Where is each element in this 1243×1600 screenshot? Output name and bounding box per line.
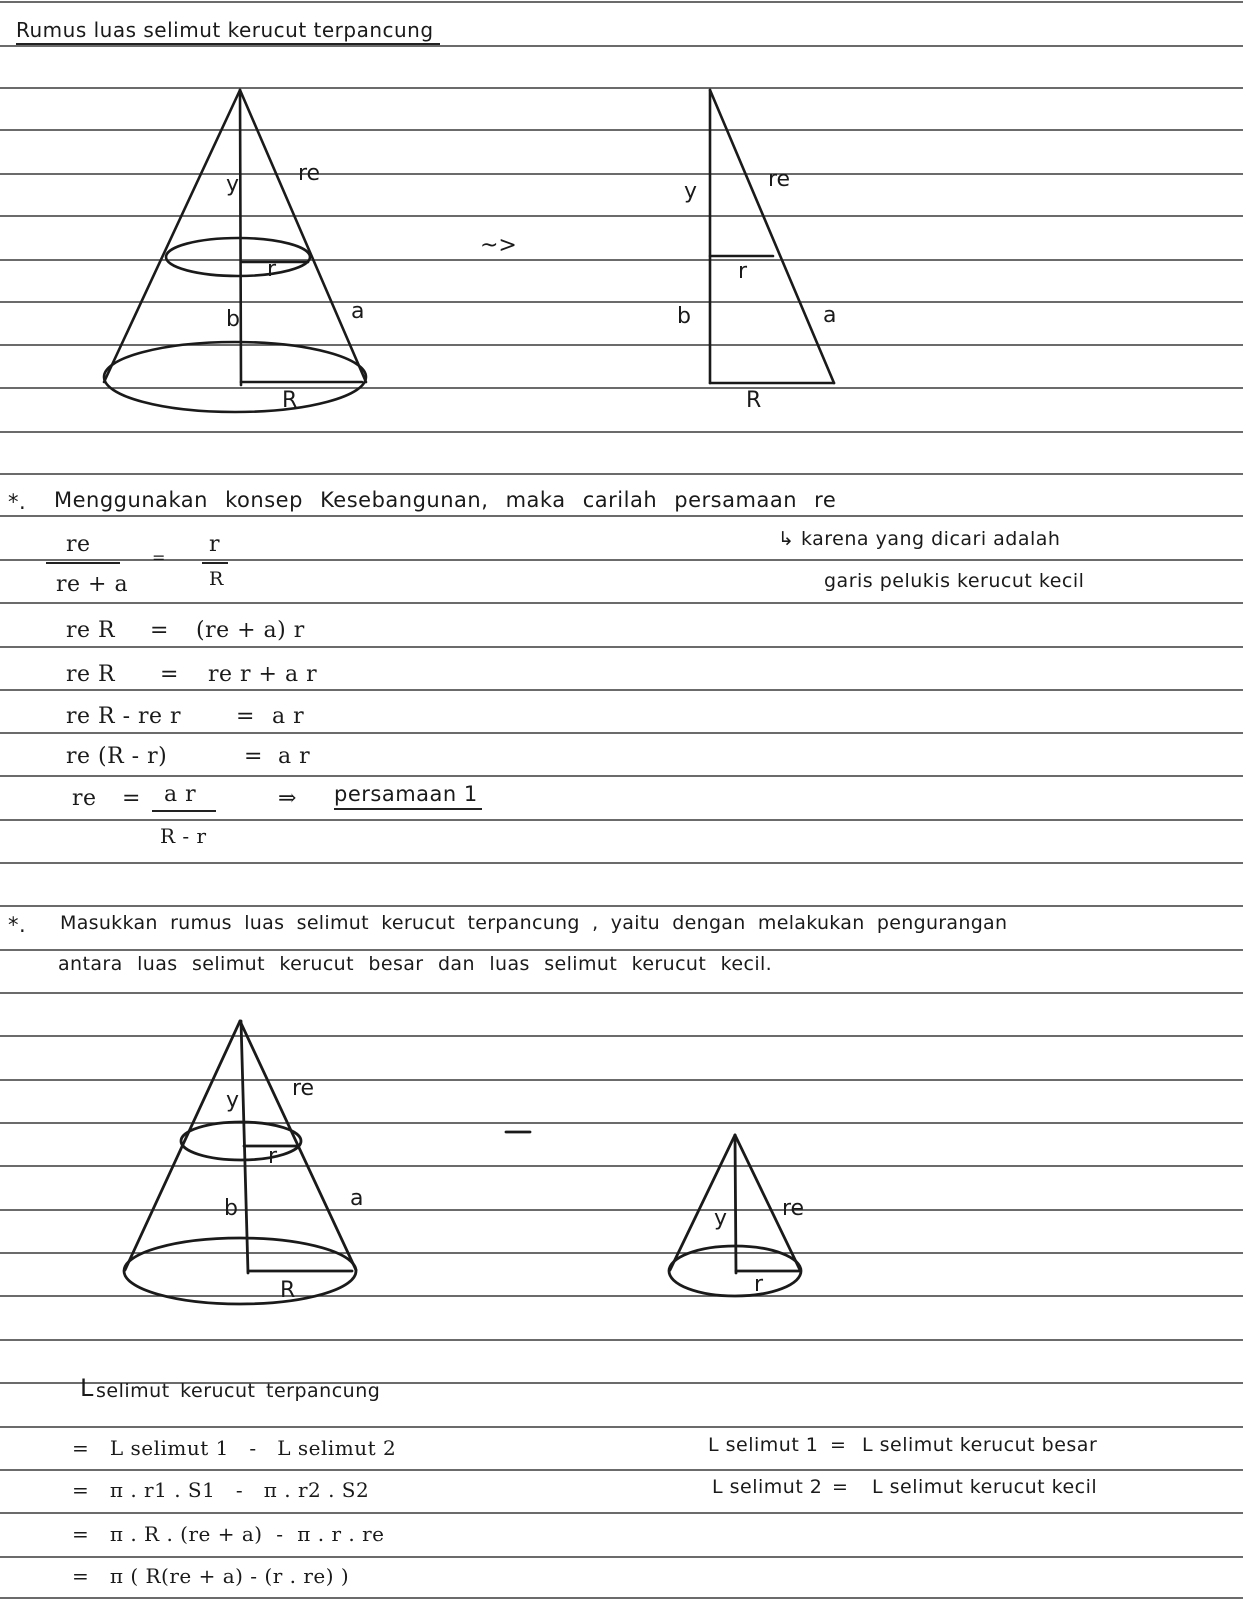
fig1-label-R: R	[282, 388, 298, 413]
fig2-small-label-y: y	[714, 1206, 728, 1231]
derivation-3-rhs: a r	[272, 704, 305, 729]
step2-bullet: *.	[8, 913, 27, 937]
big-cone-top-ellipse	[181, 1122, 301, 1160]
fig2-big-label-a: a	[350, 1186, 364, 1211]
fig1-label-y: y	[226, 172, 240, 197]
figure-subtraction	[0, 1015, 1243, 1345]
derivation-2-eq: =	[160, 662, 179, 687]
page-title: Rumus luas selimut kerucut terpancung	[16, 20, 440, 45]
frac-right-bar	[202, 562, 228, 564]
step2-line1: Masukkan rumus luas selimut kerucut terpancung , yaitu dengan melakukan pengurangan	[60, 912, 1008, 934]
fig2-small-label-r: r	[754, 1272, 764, 1297]
result-denominator: R - r	[160, 824, 207, 848]
tri-hypotenuse	[710, 90, 837, 383]
derivation-4-eq: =	[244, 744, 263, 769]
cone-top-ellipse	[166, 238, 310, 276]
fig2-big-label-r: r	[268, 1144, 278, 1169]
fig1-label-s: re	[298, 161, 321, 186]
def1-eq: =	[830, 1434, 847, 1456]
cone-left-slant	[104, 90, 240, 382]
def1-rhs: L selimut kerucut besar	[862, 1434, 1098, 1456]
derivation-1-eq: =	[150, 618, 169, 643]
fig1-label-r: r	[267, 257, 277, 282]
tri-label-R: R	[746, 388, 762, 413]
derivation-1-rhs: (re + a) r	[196, 618, 305, 643]
tri-label-b: b	[677, 304, 691, 329]
frac-right-denominator: R	[209, 568, 224, 590]
implies-arrow: ⇒	[278, 786, 297, 811]
derivation-2-rhs: re r + a r	[208, 662, 318, 687]
result-eq: =	[122, 786, 141, 811]
def2-eq: =	[832, 1476, 849, 1498]
final-line-3: = π . R . (re + a) - π . r . re	[72, 1522, 385, 1546]
fig2-small-label-s: re	[782, 1196, 805, 1221]
tri-label-r: r	[738, 259, 748, 284]
transform-arrow: ~>	[480, 233, 517, 258]
fig2-big-label-b: b	[224, 1196, 238, 1221]
fig2-big-label-R: R	[280, 1278, 296, 1303]
result-fraction-bar	[152, 810, 216, 812]
step1-heading: Menggunakan konsep Kesebangunan, maka carilah persamaan re	[54, 488, 837, 512]
derivation-4-rhs: a r	[278, 744, 311, 769]
derivation-4-lhs: re (R - r)	[66, 744, 168, 769]
step1-bullet: *.	[8, 490, 27, 514]
final-line-2: = π . r1 . S1 - π . r2 . S2	[72, 1478, 370, 1502]
figure-similarity	[0, 80, 1243, 425]
final-line-4: = π ( R(re + a) - (r . re) )	[72, 1564, 350, 1588]
final-line-1: = L selimut 1 - L selimut 2	[72, 1436, 397, 1460]
fig1-label-a: a	[351, 299, 365, 324]
derivation-1-lhs: re R	[66, 618, 116, 643]
frac-left-numerator: re	[66, 532, 91, 557]
cone-right-slant	[240, 90, 366, 382]
fig2-big-label-s: re	[292, 1076, 315, 1101]
result-numerator: a r	[164, 782, 197, 807]
tri-label-a: a	[823, 303, 837, 328]
tri-label-y: y	[684, 179, 698, 204]
frac-left-denominator: re + a	[56, 572, 129, 597]
derivation-3-eq: =	[236, 704, 255, 729]
def2-lhs: L selimut 2	[712, 1476, 823, 1498]
final-heading-rest: selimut kerucut terpancung	[96, 1380, 381, 1402]
small-cone-axis	[735, 1135, 736, 1273]
def1-lhs: L selimut 1	[708, 1434, 819, 1456]
fig2-big-label-y: y	[226, 1088, 240, 1113]
final-heading-L: L	[80, 1374, 94, 1402]
fig1-label-b: b	[226, 307, 240, 332]
step1-note-line1: ↳ karena yang dicari adalah	[778, 528, 1061, 550]
derivation-3-lhs: re R - re r	[66, 704, 182, 729]
frac-equals: =	[152, 548, 166, 567]
tri-label-s: re	[768, 167, 791, 192]
result-name: persamaan 1	[334, 784, 482, 810]
step1-note-line2: garis pelukis kerucut kecil	[824, 570, 1085, 592]
cone-base-ellipse	[104, 342, 366, 412]
frac-right-numerator: r	[209, 532, 221, 557]
step2-line2: antara luas selimut kerucut besar dan luas selimut kerucut kecil.	[58, 953, 773, 975]
result-lhs: re	[72, 786, 97, 811]
frac-left-bar	[46, 562, 120, 564]
derivation-2-lhs: re R	[66, 662, 116, 687]
def2-rhs: L selimut kerucut kecil	[872, 1476, 1098, 1498]
